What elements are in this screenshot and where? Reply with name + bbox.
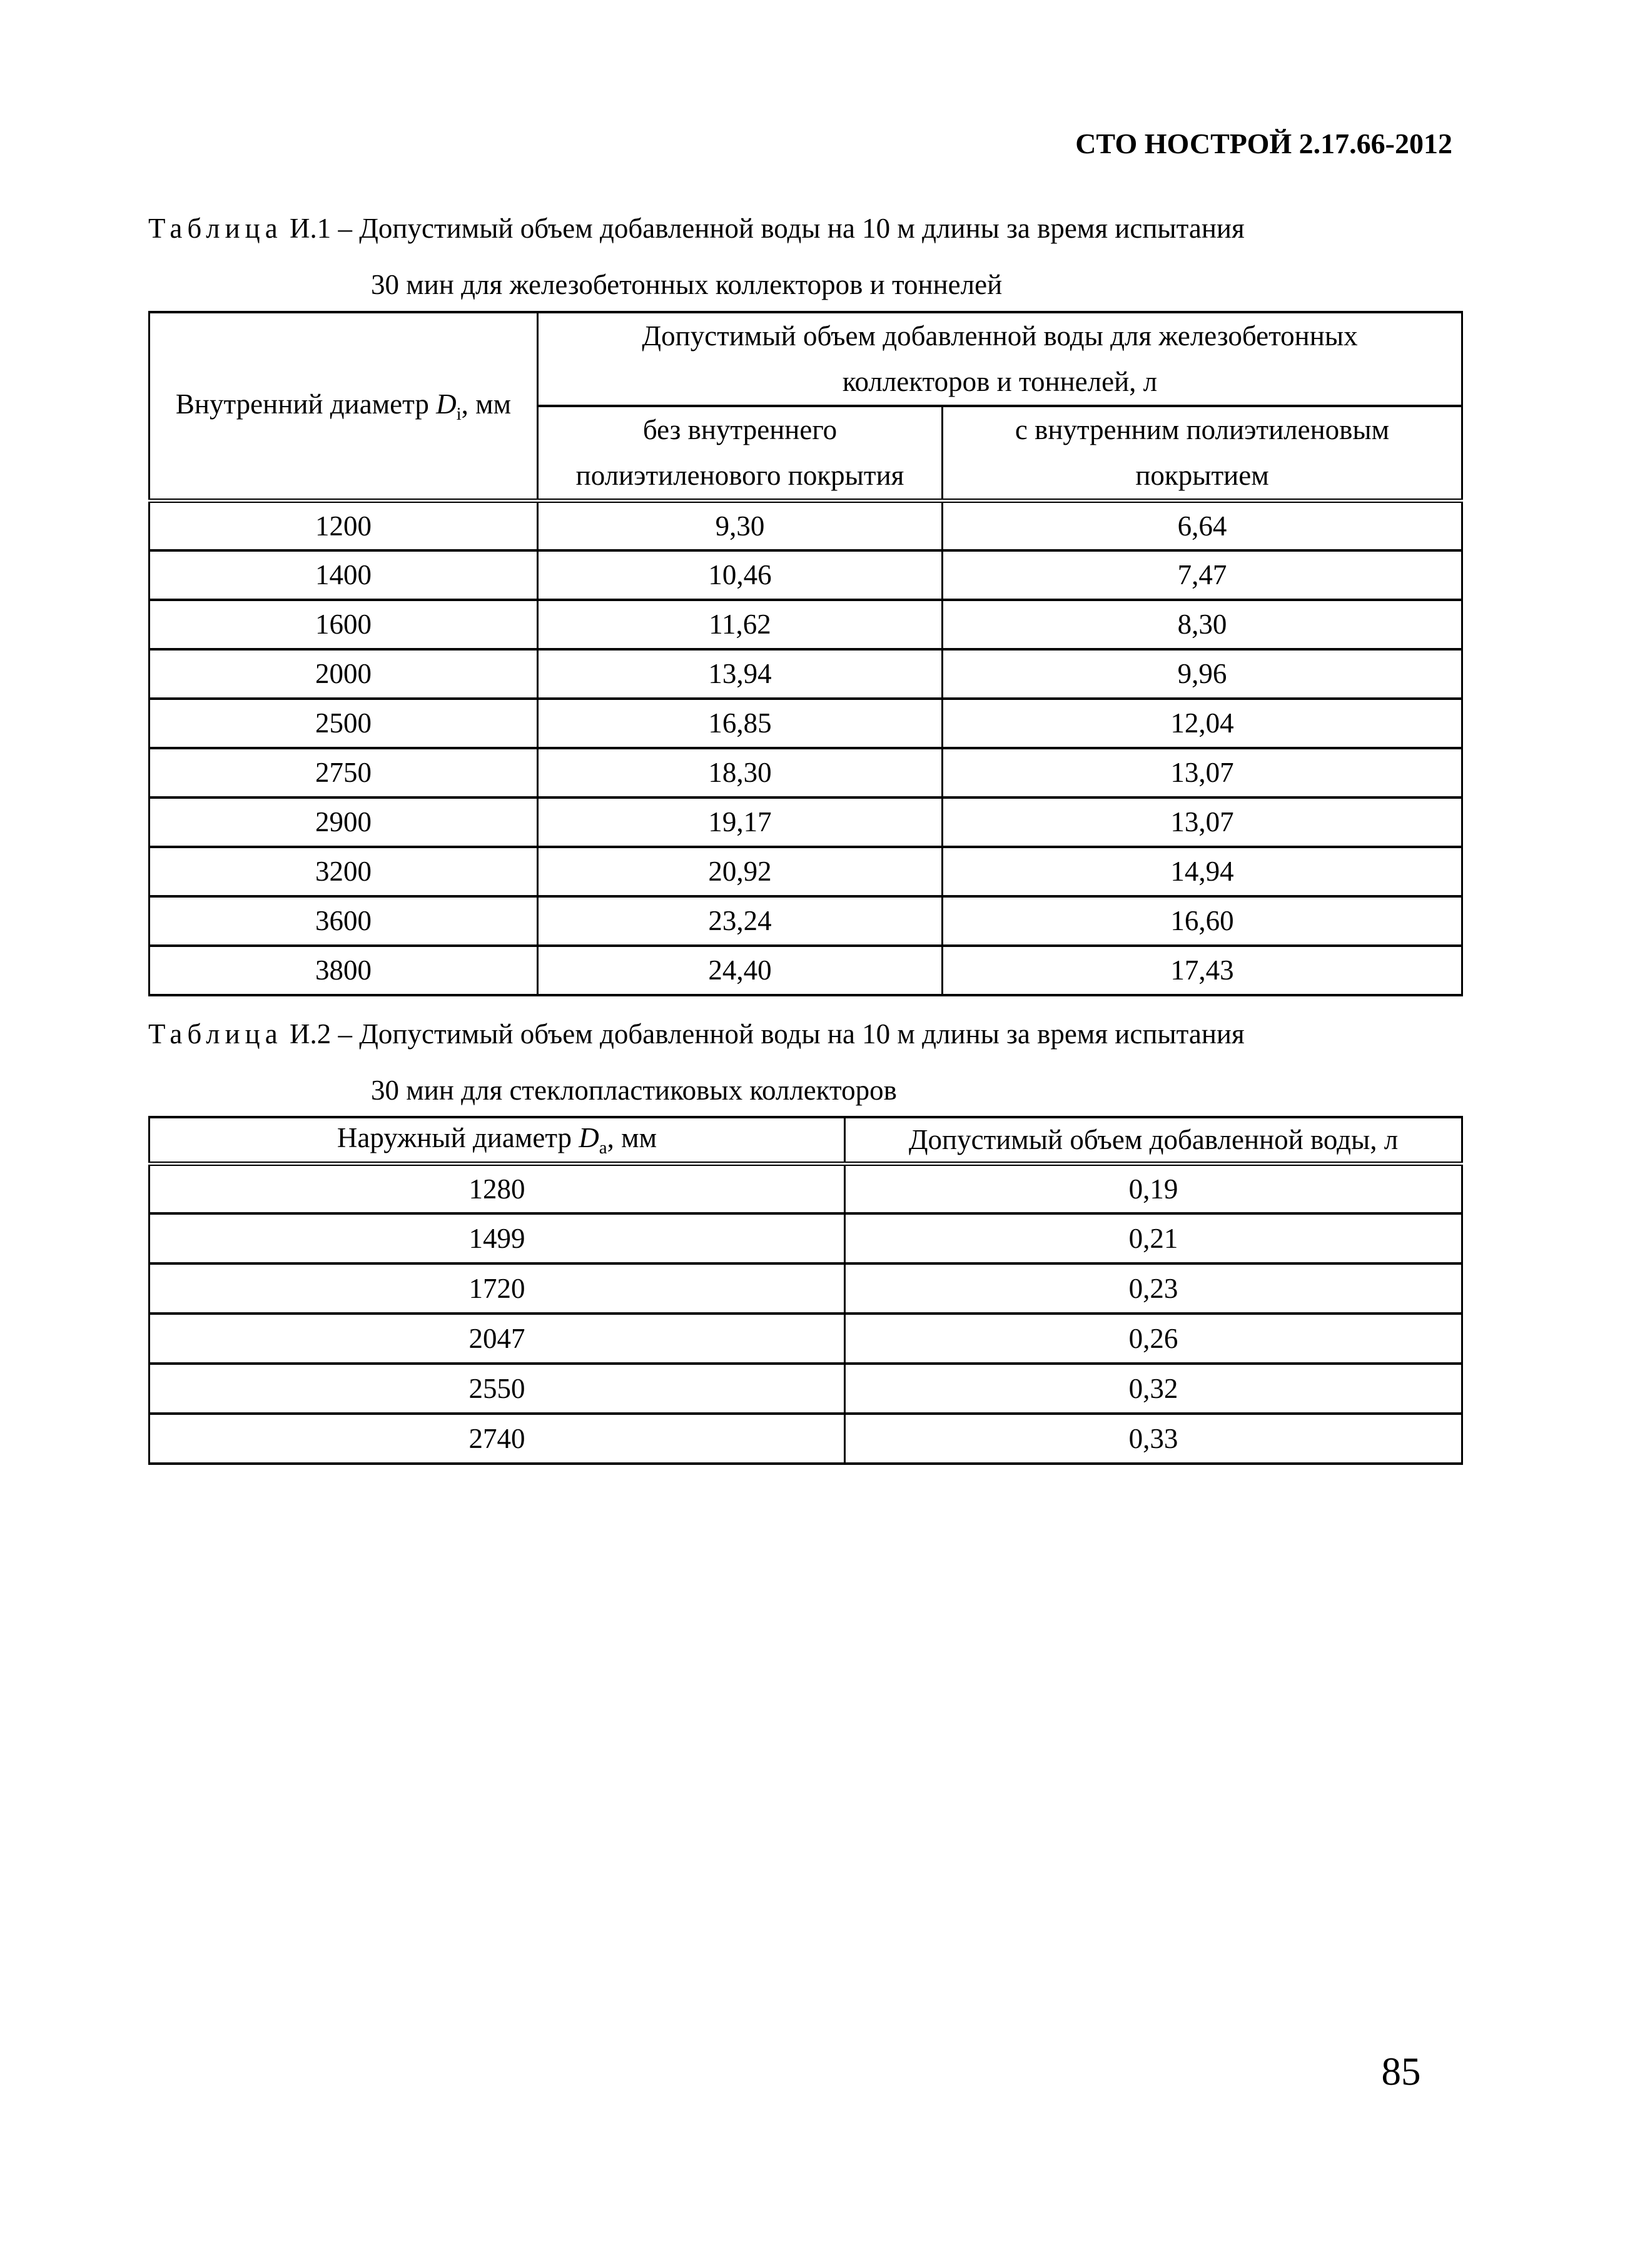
table-i1-body (149, 501, 1462, 995)
table1-subheader-no-coating-line1: без внутреннего (642, 414, 838, 445)
table2-caption-line2: 30 мин для стеклопластиковых коллекторов (371, 1075, 897, 1106)
volume-with-coating-cell: 16,60 (943, 896, 1462, 946)
volume-with-coating-cell: 6,64 (943, 501, 1462, 550)
table-row (149, 600, 1462, 649)
volume-with-coating-cell: 13,07 (943, 797, 1462, 847)
volume-no-coating-cell: 23,24 (538, 896, 943, 946)
table2-col1-header (149, 1117, 845, 1163)
volume-no-coating-cell: 19,17 (538, 797, 943, 847)
volume-no-coating-cell: 16,85 (538, 699, 943, 748)
allowed-volume-cell: 0,26 (845, 1314, 1462, 1364)
table-i2-header (149, 1117, 1462, 1163)
table-row (149, 1414, 1462, 1464)
table1-caption-line2: 30 мин для железобетонных коллекторов и тоннелей (371, 269, 1003, 300)
table-row (149, 797, 1462, 847)
table-row (149, 1314, 1462, 1364)
table1-group-header-line1: Допустимый объем добавленной воды для железобетонных (642, 320, 1358, 352)
diameter-cell: 1400 (149, 550, 538, 600)
volume-no-coating-cell: 24,40 (538, 946, 943, 995)
document-code-header: СТО НОСТРОЙ 2.17.66-2012 (1075, 128, 1452, 159)
table1-subheader-with-coating (943, 406, 1462, 501)
table2-caption-line1 (148, 1006, 1461, 1062)
allowed-volume-cell: 0,23 (845, 1263, 1462, 1314)
allowed-volume-cell: 0,21 (845, 1213, 1462, 1263)
diameter-cell: 2750 (149, 748, 538, 797)
table-row (149, 501, 1462, 550)
table-row (149, 946, 1462, 995)
table2-caption-word: Таблица (148, 1018, 283, 1050)
volume-with-coating-cell: 17,43 (943, 946, 1462, 995)
table1-caption-line1 (148, 200, 1461, 256)
table1-col1-header-unit: , мм (461, 388, 512, 420)
table-row (149, 748, 1462, 797)
volume-with-coating-cell: 13,07 (943, 748, 1462, 797)
page-number: 85 (1381, 2050, 1421, 2093)
table-row (149, 847, 1462, 896)
volume-with-coating-cell: 7,47 (943, 550, 1462, 600)
volume-with-coating-cell: 9,96 (943, 649, 1462, 699)
table-row (149, 896, 1462, 946)
table1-caption-word: Таблица (148, 213, 283, 244)
table1-col1-header (149, 312, 538, 501)
table2-caption (148, 1006, 1461, 1118)
diameter-cell: 1200 (149, 501, 538, 550)
table1-subheader-no-coating (538, 406, 943, 501)
diameter-subscript: i (456, 403, 462, 424)
table-row (149, 1163, 1462, 1213)
table2-col1-header-unit: , мм (607, 1121, 657, 1153)
table2-caption-rest: И.2 – Допустимый объем добавленной воды на 10 м длины за время испытания (282, 1018, 1245, 1050)
table-row (149, 1213, 1462, 1263)
diameter-cell: 2500 (149, 699, 538, 748)
table-row (149, 550, 1462, 600)
diameter-cell: 1600 (149, 600, 538, 649)
table1-group-header (538, 312, 1462, 406)
table1-caption (148, 200, 1461, 313)
volume-no-coating-cell: 10,46 (538, 550, 943, 600)
table-row (149, 649, 1462, 699)
allowed-volume-cell: 0,19 (845, 1163, 1462, 1213)
table-row (149, 1364, 1462, 1414)
table1-col1-header-text: Внутренний диаметр (175, 388, 437, 420)
table-i1 (148, 311, 1463, 996)
allowed-volume-cell: 0,33 (845, 1414, 1462, 1464)
table1-caption-rest: И.1 – Допустимый объем добавленной воды на 10 м длины за время испытания (282, 213, 1245, 244)
table1-subheader-with-coating-line2: покрытием (1135, 460, 1269, 491)
table-row (149, 699, 1462, 748)
volume-with-coating-cell: 12,04 (943, 699, 1462, 748)
outer-diameter-cell: 1499 (149, 1213, 845, 1263)
diameter-cell: 2900 (149, 797, 538, 847)
outer-diameter-cell: 1280 (149, 1163, 845, 1213)
table2-col2-header: Допустимый объем добавленной воды, л (845, 1117, 1462, 1163)
outer-diameter-cell: 2550 (149, 1364, 845, 1414)
volume-no-coating-cell: 11,62 (538, 600, 943, 649)
table-i2-body (149, 1163, 1462, 1464)
table1-group-header-line2: коллекторов и тоннелей, л (842, 366, 1158, 397)
diameter-cell: 3800 (149, 946, 538, 995)
table1-subheader-no-coating-line2: полиэтиленового покрытия (575, 460, 904, 491)
diameter-symbol: D (579, 1121, 599, 1153)
diameter-cell: 3200 (149, 847, 538, 896)
volume-no-coating-cell: 18,30 (538, 748, 943, 797)
diameter-symbol: D (436, 388, 457, 420)
volume-no-coating-cell: 20,92 (538, 847, 943, 896)
table2-col1-header-text: Наружный диаметр (337, 1121, 579, 1153)
volume-no-coating-cell: 9,30 (538, 501, 943, 550)
table1-subheader-with-coating-line1: с внутренним полиэтиленовым (1015, 414, 1390, 445)
outer-diameter-cell: 1720 (149, 1263, 845, 1314)
diameter-cell: 3600 (149, 896, 538, 946)
volume-no-coating-cell: 13,94 (538, 649, 943, 699)
allowed-volume-cell: 0,32 (845, 1364, 1462, 1414)
diameter-subscript: а (599, 1137, 607, 1158)
outer-diameter-cell: 2047 (149, 1314, 845, 1364)
volume-with-coating-cell: 14,94 (943, 847, 1462, 896)
diameter-cell: 2000 (149, 649, 538, 699)
volume-with-coating-cell: 8,30 (943, 600, 1462, 649)
outer-diameter-cell: 2740 (149, 1414, 845, 1464)
table-i2 (148, 1116, 1463, 1465)
table-i1-header (149, 312, 1462, 501)
table-row (149, 1263, 1462, 1314)
